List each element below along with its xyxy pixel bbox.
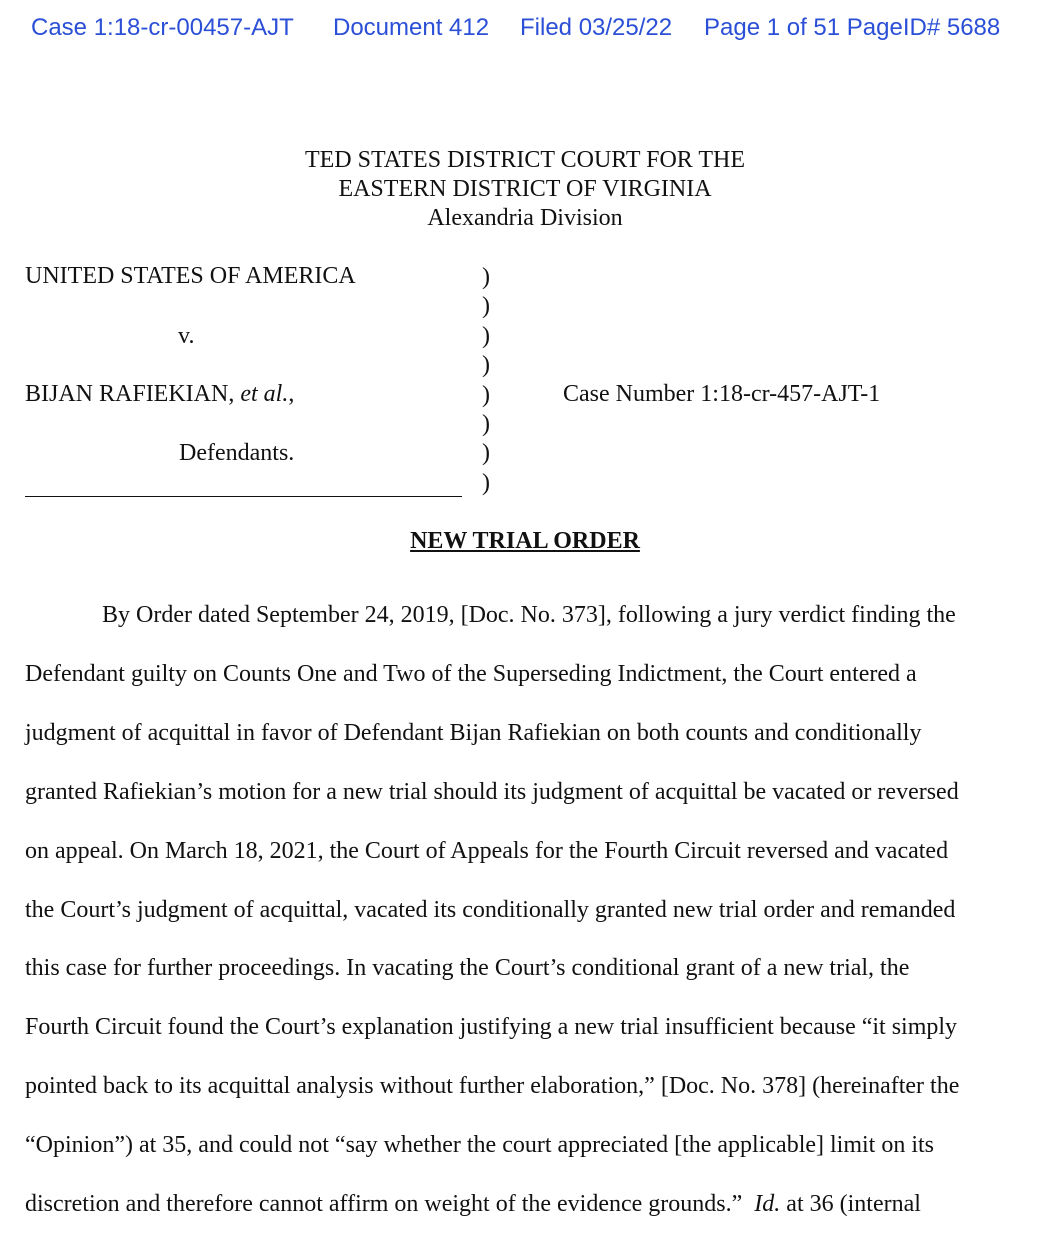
body-line: By Order dated September 24, 2019, [Doc. No. 373], following a jury verdict finding the bbox=[102, 602, 956, 628]
court-name-line2: EASTERN DISTRICT OF VIRGINIA bbox=[338, 176, 712, 202]
plaintiff-name: UNITED STATES OF AMERICA bbox=[25, 263, 356, 289]
body-line: pointed back to its acquittal analysis without further elaboration,” [Doc. No. 378] (hereinafter the bbox=[25, 1073, 960, 1100]
paren: ) bbox=[482, 381, 490, 408]
case-number: Case Number 1:18-cr-457-AJT-1 bbox=[563, 381, 881, 407]
defendant-role: Defendants. bbox=[179, 440, 295, 466]
paren: ) bbox=[482, 410, 490, 437]
body-line: Defendant guilty on Counts One and Two of the Superseding Indictment, the Court entered a bbox=[25, 660, 917, 687]
defendant-name: BIJAN RAFIEKIAN, et al., bbox=[25, 381, 295, 407]
case-number-header: Case 1:18-cr-00457-AJT bbox=[31, 14, 294, 41]
body-line: “Opinion”) at 35, and could not “say whether the court appreciated [the applicable] limit on its bbox=[25, 1132, 935, 1159]
body-line: Fourth Circuit found the Court’s explanation justifying a new trial insufficient because “it simply bbox=[25, 1014, 958, 1041]
order-body bbox=[25, 586, 1025, 1234]
body-line: the Court’s judgment of acquittal, vacated its conditionally granted new trial order and remanded bbox=[25, 896, 956, 923]
document-number-header: Document 412 bbox=[333, 14, 490, 41]
court-name-line1: TED STATES DISTRICT COURT FOR THE bbox=[304, 147, 745, 173]
body-line: on appeal. On March 18, 2021, the Court of Appeals for the Fourth Circuit reversed and vacated bbox=[25, 837, 949, 864]
filed-date-header: Filed 03/25/22 bbox=[520, 14, 673, 41]
paren: ) bbox=[482, 264, 490, 290]
body-line-last: discretion and therefore cannot affirm on weight of the evidence grounds.” Id. at 36 (internal bbox=[25, 1191, 921, 1218]
court-division: Alexandria Division bbox=[427, 205, 623, 231]
paren: ) bbox=[482, 293, 490, 320]
body-line: granted Rafiekian’s motion for a new trial should its judgment of acquittal be vacated or reversed bbox=[25, 778, 959, 805]
body-line: judgment of acquittal in favor of Defendant Bijan Rafiekian on both counts and conditionally bbox=[25, 719, 922, 746]
caption-bracket bbox=[482, 263, 490, 498]
order-title: NEW TRIAL ORDER bbox=[410, 528, 640, 554]
page-id-header: Page 1 of 51 PageID# 5688 bbox=[704, 14, 1001, 41]
paren: ) bbox=[482, 322, 490, 349]
body-line: this case for further proceedings. In vacating the Court’s conditional grant of a new trial, the bbox=[25, 955, 910, 982]
versus-label: v. bbox=[178, 323, 195, 349]
paren: ) bbox=[482, 440, 490, 467]
paren: ) bbox=[482, 469, 490, 496]
paren: ) bbox=[482, 352, 490, 379]
caption-rule bbox=[25, 496, 462, 497]
